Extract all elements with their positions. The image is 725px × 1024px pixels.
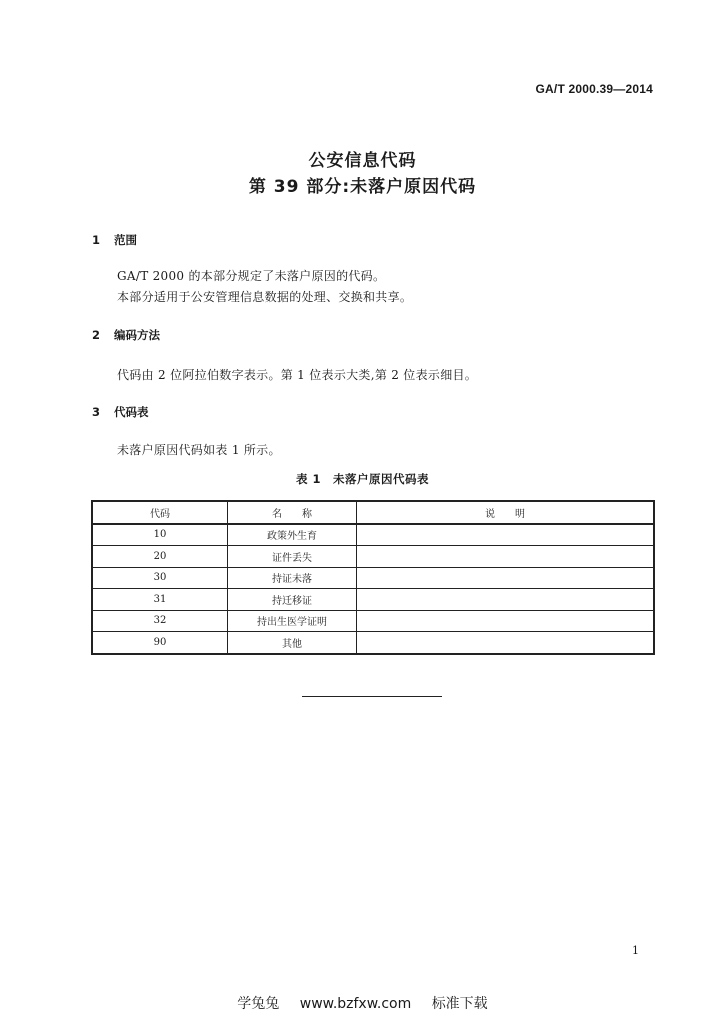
cell-code: 20 <box>92 546 228 568</box>
section-heading-encoding <box>92 327 160 343</box>
scope-paragraph-1: GA/T 2000 的本部分规定了未落户原因的代码。 <box>117 269 386 283</box>
table-caption: 表 1 未落户原因代码表 <box>295 472 429 486</box>
page-number: 1 <box>632 944 639 957</box>
cell-description <box>357 524 655 546</box>
section-number: 3 <box>92 405 101 419</box>
section-number: 1 <box>92 233 101 247</box>
table-row <box>92 546 654 568</box>
section-heading-scope <box>92 232 137 248</box>
code-table <box>91 500 655 655</box>
section-number: 2 <box>92 328 101 342</box>
section-title: 范围 <box>114 233 137 247</box>
section-heading-code-table <box>92 404 149 420</box>
footer-tagline: 标准下载 <box>431 996 488 1012</box>
column-header-description: 说 明 <box>357 501 655 524</box>
cell-code: 32 <box>92 610 228 632</box>
scope-paragraph-2: 本部分适用于公安管理信息数据的处理、交换和共享。 <box>117 290 413 304</box>
document-title: 公安信息代码 <box>308 151 417 171</box>
cell-name: 持出生医学证明 <box>228 610 357 632</box>
table-row <box>92 632 654 654</box>
column-header-name: 名 称 <box>228 501 357 524</box>
table-row <box>92 524 654 546</box>
footer-site-name: 学兔兔 <box>237 996 280 1012</box>
footer-watermark <box>0 993 725 1013</box>
cell-name: 持迁移证 <box>228 589 357 611</box>
table-header-row <box>92 501 654 524</box>
table-row <box>92 589 654 611</box>
cell-code: 10 <box>92 524 228 546</box>
section-title: 编码方法 <box>114 328 160 342</box>
document-subtitle: 第 39 部分:未落户原因代码 <box>248 177 477 197</box>
code-table-paragraph: 未落户原因代码如表 1 所示。 <box>117 443 281 457</box>
cell-description <box>357 610 655 632</box>
cell-code: 31 <box>92 589 228 611</box>
standard-number: GA/T 2000.39—2014 <box>535 82 653 96</box>
cell-code: 30 <box>92 567 228 589</box>
footer-url[interactable]: www.bzfxw.com <box>299 996 412 1012</box>
cell-description <box>357 567 655 589</box>
end-divider <box>302 696 442 697</box>
table-row <box>92 567 654 589</box>
cell-description <box>357 589 655 611</box>
cell-name: 持证未落 <box>228 567 357 589</box>
cell-name: 其他 <box>228 632 357 654</box>
cell-description <box>357 632 655 654</box>
column-header-code: 代码 <box>92 501 228 524</box>
encoding-paragraph: 代码由 2 位阿拉伯数字表示。第 1 位表示大类,第 2 位表示细目。 <box>117 368 478 382</box>
table-row <box>92 610 654 632</box>
cell-name: 证件丢失 <box>228 546 357 568</box>
cell-name: 政策外生育 <box>228 524 357 546</box>
section-title: 代码表 <box>114 405 149 419</box>
cell-code: 90 <box>92 632 228 654</box>
cell-description <box>357 546 655 568</box>
